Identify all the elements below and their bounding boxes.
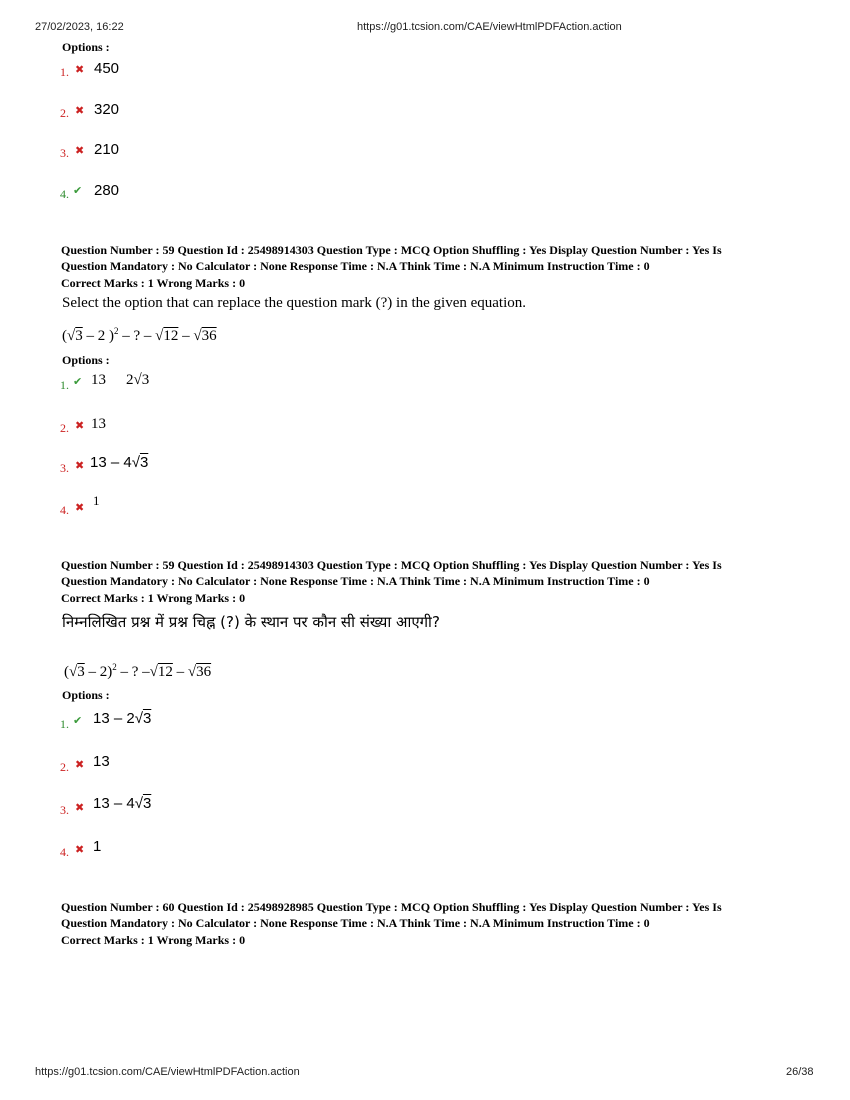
question-meta (61, 243, 801, 274)
equation-part: 12 (163, 328, 179, 344)
equation-part: (√ (62, 328, 76, 344)
equation-part: 12 (157, 664, 173, 680)
option-number: 1. (60, 378, 69, 392)
option-value-part: 13 – 4√ (90, 454, 140, 471)
option-number: 4. (60, 503, 69, 517)
cross-icon: ✖ (75, 844, 85, 856)
option-value-part: 3 (139, 454, 149, 471)
cross-icon: ✖ (75, 64, 85, 76)
equation (64, 662, 211, 681)
equation-exponent: 2 (113, 326, 119, 336)
option-number: 2. (60, 760, 69, 774)
option-value: 2√3 (126, 372, 150, 388)
cross-icon: ✖ (75, 460, 85, 472)
equation-part: – 2) (84, 664, 113, 680)
question-meta-line: Question Number : 59 Question Id : 25498914303 Question Type : MCQ Option Shuffling : Yes Display Question Number : Yes Is (61, 243, 722, 257)
option-number: 1. (60, 717, 69, 731)
option-value: 13 (93, 753, 110, 770)
option-value: 320 (94, 101, 120, 118)
options-label: Options : (62, 688, 110, 702)
option-value: 1 (93, 493, 100, 508)
option-number: 3. (60, 146, 69, 160)
option-value (93, 710, 151, 727)
option-number: 4. (60, 187, 69, 201)
option-number: 4. (60, 845, 69, 859)
check-icon: ✔ (73, 185, 83, 197)
options-label: Options : (62, 40, 110, 54)
question-text: Select the option that can replace the question mark (?) in the given equation. (62, 295, 527, 311)
equation-exponent: 2 (112, 662, 117, 672)
question-meta-line: Question Mandatory : No Calculator : None Response Time : N.A Think Time : N.A Minimum Instruction Time : 0 (61, 915, 650, 930)
equation-part: – ? – √ (118, 328, 164, 344)
cross-icon: ✖ (75, 420, 85, 432)
option-value: 13 (91, 372, 106, 388)
option-value (90, 454, 148, 471)
question-meta-line: Question Number : 60 Question Id : 25498928985 Question Type : MCQ Option Shuffling : Yes Display Question Number : Yes Is (61, 900, 722, 914)
option-number: 3. (60, 803, 69, 817)
marks-line: Correct Marks : 1 Wrong Marks : 0 (61, 276, 246, 290)
cross-icon: ✖ (75, 802, 85, 814)
question-meta (61, 558, 801, 589)
equation (62, 326, 217, 345)
equation-part: 3 (75, 328, 83, 344)
print-header-url: https://g01.tcsion.com/CAE/viewHtmlPDFAction.action (357, 21, 622, 33)
option-number: 2. (60, 106, 69, 120)
cross-icon: ✖ (75, 502, 85, 514)
equation-part: 36 (196, 664, 212, 680)
cross-icon: ✖ (75, 105, 85, 117)
equation-part: – √ (172, 664, 197, 680)
equation-part: 36 (201, 328, 217, 344)
options-label: Options : (62, 353, 110, 367)
option-value-part: 13 – 2√ (93, 710, 143, 727)
option-number: 1. (60, 65, 69, 79)
option-value-part: 3 (142, 795, 152, 812)
option-value-part: 13 – 4√ (93, 795, 143, 812)
print-footer-url: https://g01.tcsion.com/CAE/viewHtmlPDFAction.action (35, 1066, 300, 1078)
option-value: 280 (94, 182, 120, 199)
equation-part: (√ (64, 664, 78, 680)
cross-icon: ✖ (75, 145, 85, 157)
check-icon: ✔ (73, 376, 83, 388)
question-meta (61, 900, 801, 931)
cross-icon: ✖ (75, 759, 85, 771)
equation-part: – 2 ) (82, 328, 114, 344)
equation-part: 3 (77, 664, 85, 680)
option-value: 210 (94, 141, 120, 158)
marks-line: Correct Marks : 1 Wrong Marks : 0 (61, 933, 246, 947)
option-number: 3. (60, 461, 69, 475)
print-datetime: 27/02/2023, 16:22 (35, 21, 124, 33)
equation-part: – √ (178, 328, 202, 344)
page-number: 26/38 (786, 1066, 814, 1078)
option-value: 13 (91, 416, 106, 432)
option-number: 2. (60, 421, 69, 435)
option-value: 1 (93, 838, 102, 855)
equation-part: – ? –√ (116, 664, 158, 680)
option-value (93, 795, 151, 812)
question-meta-line: Question Number : 59 Question Id : 25498914303 Question Type : MCQ Option Shuffling : Yes Display Question Number : Yes Is (61, 558, 722, 572)
option-value-part: 3 (142, 710, 152, 727)
question-meta-line: Question Mandatory : No Calculator : None Response Time : N.A Think Time : N.A Minimum Instruction Time : 0 (61, 258, 650, 273)
question-text: निम्नलिखित प्रश्न में प्रश्न चिह्न (?) के स्थान पर कौन सी संख्या आएगी? (62, 613, 440, 631)
option-value: 450 (94, 60, 120, 77)
check-icon: ✔ (73, 715, 83, 727)
marks-line: Correct Marks : 1 Wrong Marks : 0 (61, 591, 246, 605)
question-meta-line: Question Mandatory : No Calculator : None Response Time : N.A Think Time : N.A Minimum Instruction Time : 0 (61, 573, 650, 588)
